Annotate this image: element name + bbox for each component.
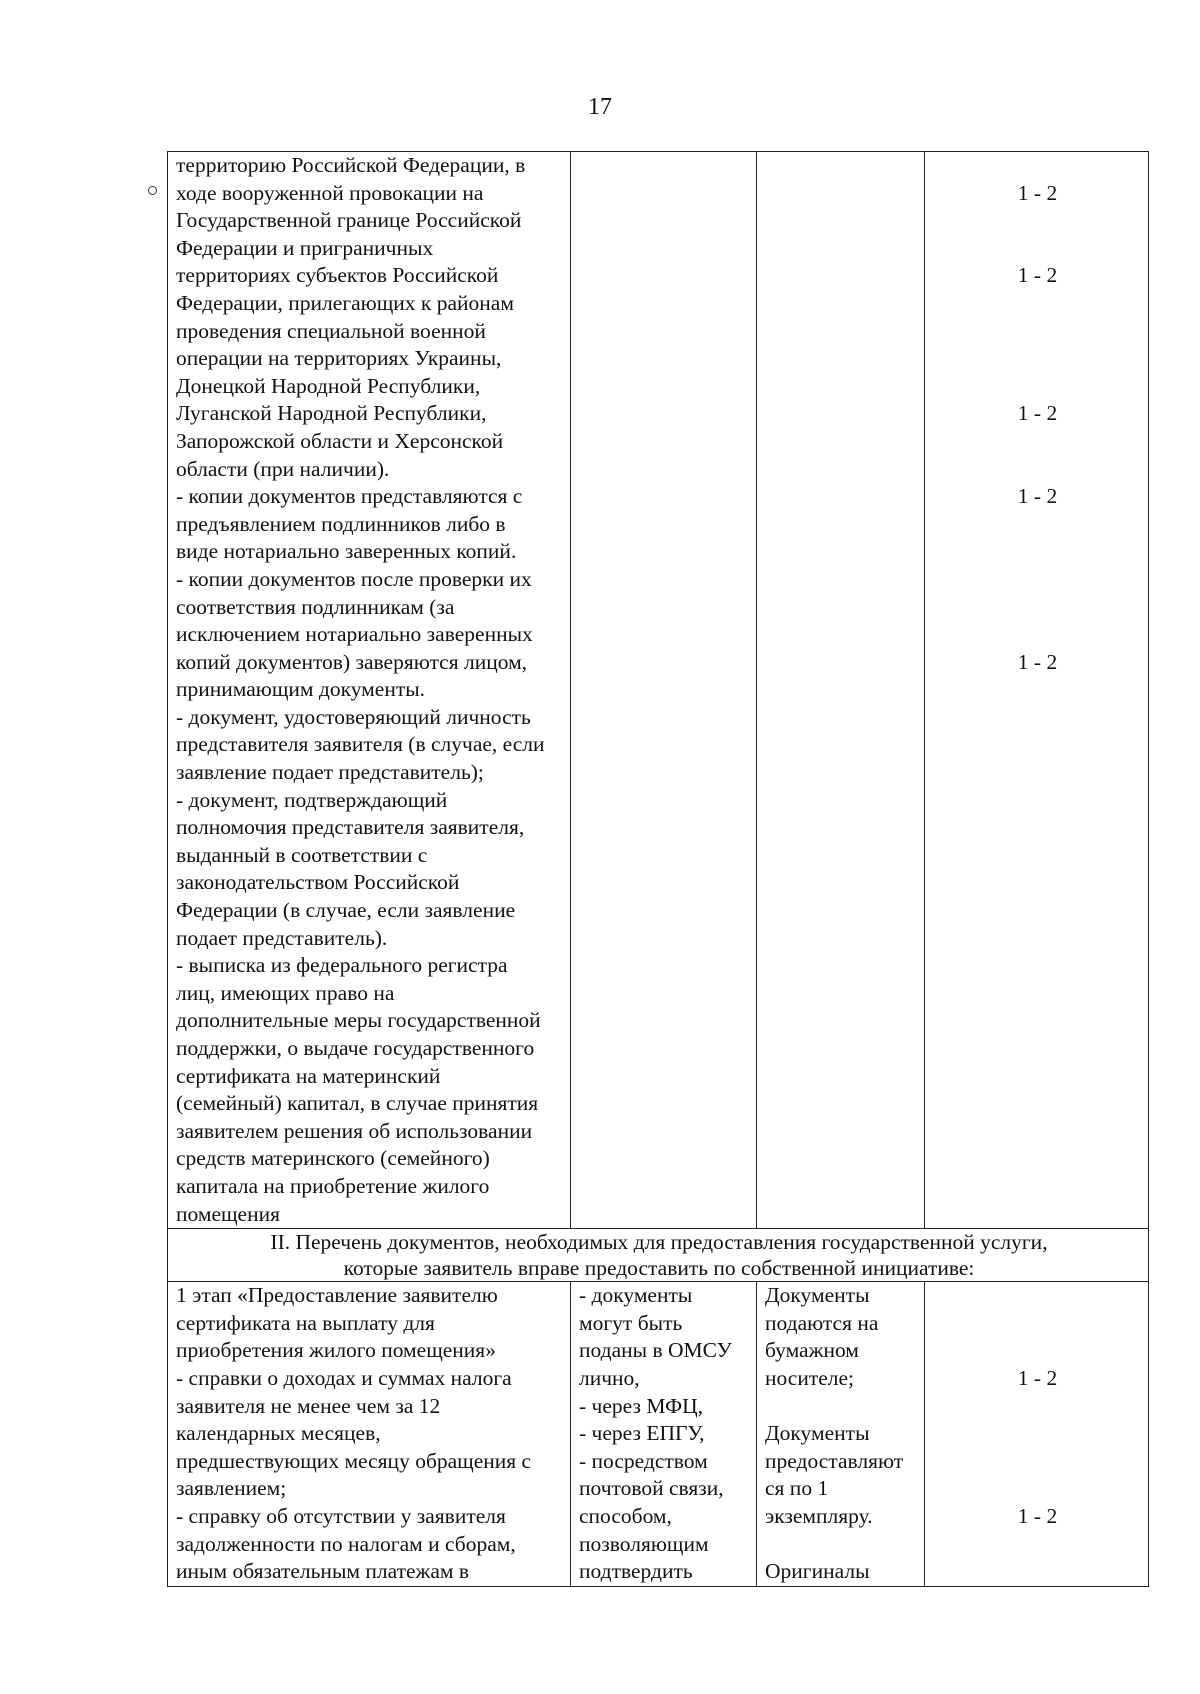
text-line [765, 1393, 918, 1421]
text-line: соответствия подлинникам (за [176, 594, 455, 619]
text-line: - документ, подтверждающий [176, 787, 448, 812]
text-line: - копии документов после проверки их [176, 566, 532, 591]
text-line [933, 1531, 1142, 1559]
documents-table [167, 151, 1149, 1587]
section-2-heading [168, 1229, 1149, 1282]
text-line: исключением нотариально заверенных [176, 622, 533, 647]
text-line: которые заявитель вправе предоставить по собственной инициативе: [343, 1256, 975, 1281]
row2-col3 [757, 1282, 925, 1587]
text-line [933, 538, 1142, 566]
text-line: - копии документов представляются с [176, 484, 523, 509]
text-line: носителе; [765, 1365, 855, 1390]
row2-col4 [925, 1282, 1149, 1587]
text-line: задолженности по налогам и сборам, [176, 1531, 516, 1556]
row1-col4 [925, 152, 1149, 1229]
text-line: заявителя не менее чем за 12 [176, 1393, 441, 1418]
text-line: заявлением; [176, 1476, 287, 1501]
text-line: операции на территориях Украины, [176, 346, 502, 371]
text-line: - справки о доходах и суммах налога [176, 1365, 512, 1390]
row1-col3 [757, 152, 925, 1229]
text-line: территорию Российской Федерации, в [176, 153, 526, 177]
text-line: 1 - 2 [1017, 1503, 1058, 1528]
text-line: - выписка из федерального регистра [176, 953, 508, 978]
text-line: (семейный) капитал, в случае принятия [176, 1091, 539, 1116]
text-line [933, 566, 1142, 594]
text-line: - посредством [579, 1448, 708, 1473]
text-line: территориях субъектов Российской [176, 263, 499, 288]
text-line: помещения [176, 1201, 280, 1226]
margin-circle-mark [148, 186, 157, 195]
text-line: календарных месяцев, [176, 1421, 381, 1446]
text-line: выданный в соответствии с [176, 842, 428, 867]
text-line: сертификата на материнский [176, 1063, 441, 1088]
text-line [933, 1448, 1142, 1476]
text-line [933, 1282, 1142, 1310]
text-line: предшествующих месяцу обращения с [176, 1448, 532, 1473]
text-line: полномочия представителя заявителя, [176, 815, 525, 840]
text-line: - справку об отсутствии у заявителя [176, 1503, 506, 1528]
text-line: поддержки, о выдаче государственного [176, 1036, 535, 1060]
text-line [933, 207, 1142, 235]
text-line: Федерации и приграничных [176, 235, 434, 260]
row2-col1 [168, 1282, 571, 1587]
text-line: 1 - 2 [1017, 263, 1058, 288]
text-line: могут быть [579, 1310, 683, 1335]
text-line [933, 1337, 1142, 1365]
text-line: заявление подает представитель); [176, 760, 484, 785]
text-line: проведения специальной военной [176, 318, 486, 343]
text-line: Документы [765, 1283, 870, 1308]
page-number: 17 [588, 94, 612, 120]
text-line: Донецкой Народной Республики, [176, 373, 481, 398]
row1-col2 [571, 152, 757, 1229]
text-line [933, 1310, 1142, 1338]
text-line: подтвердить [579, 1559, 693, 1584]
text-line [933, 345, 1142, 373]
text-line: позволяющим [579, 1531, 709, 1556]
section-header-row [168, 1229, 1149, 1282]
text-line [765, 1531, 918, 1559]
text-line: ся по 1 [765, 1476, 829, 1501]
table-row [168, 1282, 1149, 1587]
text-line [933, 373, 1142, 401]
text-line [933, 511, 1142, 539]
text-line: бумажном [765, 1338, 859, 1363]
text-line [933, 152, 1142, 180]
text-line [933, 290, 1142, 318]
text-line: экземпляру. [765, 1503, 873, 1528]
row1-col1 [168, 152, 571, 1229]
text-line: 1 - 2 [1017, 1365, 1058, 1390]
text-line: - через МФЦ, [579, 1393, 704, 1418]
text-line: способом, [579, 1503, 672, 1528]
text-line: Луганской Народной Республики, [176, 401, 487, 426]
text-line: почтовой связи, [579, 1476, 724, 1501]
text-line: ходе вооруженной провокации на [176, 180, 484, 205]
text-line: 1 - 2 [1017, 180, 1058, 205]
text-line: области (при наличии). [176, 456, 390, 481]
text-line: Государственной границе Российской [176, 208, 522, 233]
text-line: сертификата на выплату для [176, 1310, 435, 1335]
text-line: Документы [765, 1421, 870, 1446]
text-line: 1 - 2 [1017, 649, 1058, 674]
text-line: принимающим документы. [176, 677, 426, 702]
text-line: иным обязательным платежам в [176, 1559, 470, 1584]
text-line: копий документов) заверяются лицом, [176, 649, 528, 674]
text-line: предоставляют [765, 1448, 904, 1473]
text-line: заявителем решения об использовании [176, 1118, 533, 1143]
text-line [933, 1420, 1142, 1448]
text-line [933, 1558, 1142, 1586]
text-line: представителя заявителя (в случае, если [176, 732, 545, 757]
text-line [933, 235, 1142, 263]
text-line: 1 - 2 [1017, 484, 1058, 509]
text-line: Запорожской области и Херсонской [176, 428, 504, 453]
text-line [933, 594, 1142, 622]
text-line: 1 - 2 [1017, 401, 1058, 426]
text-line: лиц, имеющих право на [176, 980, 395, 1005]
text-line: Оригиналы [765, 1559, 870, 1584]
text-line: - документы [579, 1283, 693, 1308]
text-line [933, 456, 1142, 484]
text-line: средств материнского (семейного) [176, 1146, 490, 1171]
text-line: подаются на [765, 1310, 879, 1335]
text-line: предъявлением подлинников либо в [176, 511, 506, 536]
text-line [933, 318, 1142, 346]
text-line [933, 1393, 1142, 1421]
text-line: - через ЕПГУ, [579, 1421, 705, 1446]
text-line: Федерации, прилегающих к районам [176, 290, 514, 315]
text-line: подает представитель). [176, 925, 388, 950]
text-line: приобретения жилого помещения» [176, 1338, 496, 1363]
text-line: Федерации (в случае, если заявление [176, 898, 516, 923]
text-line: законодательством Российской [176, 870, 460, 895]
row2-col2 [571, 1282, 757, 1587]
text-line: виде нотариально заверенных копий. [176, 539, 517, 564]
text-line: II. Перечень документов, необходимых для предоставления государственной услуги, [270, 1230, 1048, 1255]
text-line: дополнительные меры государственной [176, 1008, 541, 1033]
text-line: поданы в ОМСУ [579, 1338, 732, 1363]
table-row [168, 152, 1149, 1229]
text-line: - документ, удостоверяющий личность [176, 704, 531, 729]
text-line: 1 этап «Предоставление заявителю [176, 1283, 498, 1308]
text-line [933, 621, 1142, 649]
text-line [933, 428, 1142, 456]
text-line: лично, [579, 1365, 640, 1390]
text-line: капитала на приобретение жилого [176, 1173, 490, 1198]
text-line [933, 1475, 1142, 1503]
